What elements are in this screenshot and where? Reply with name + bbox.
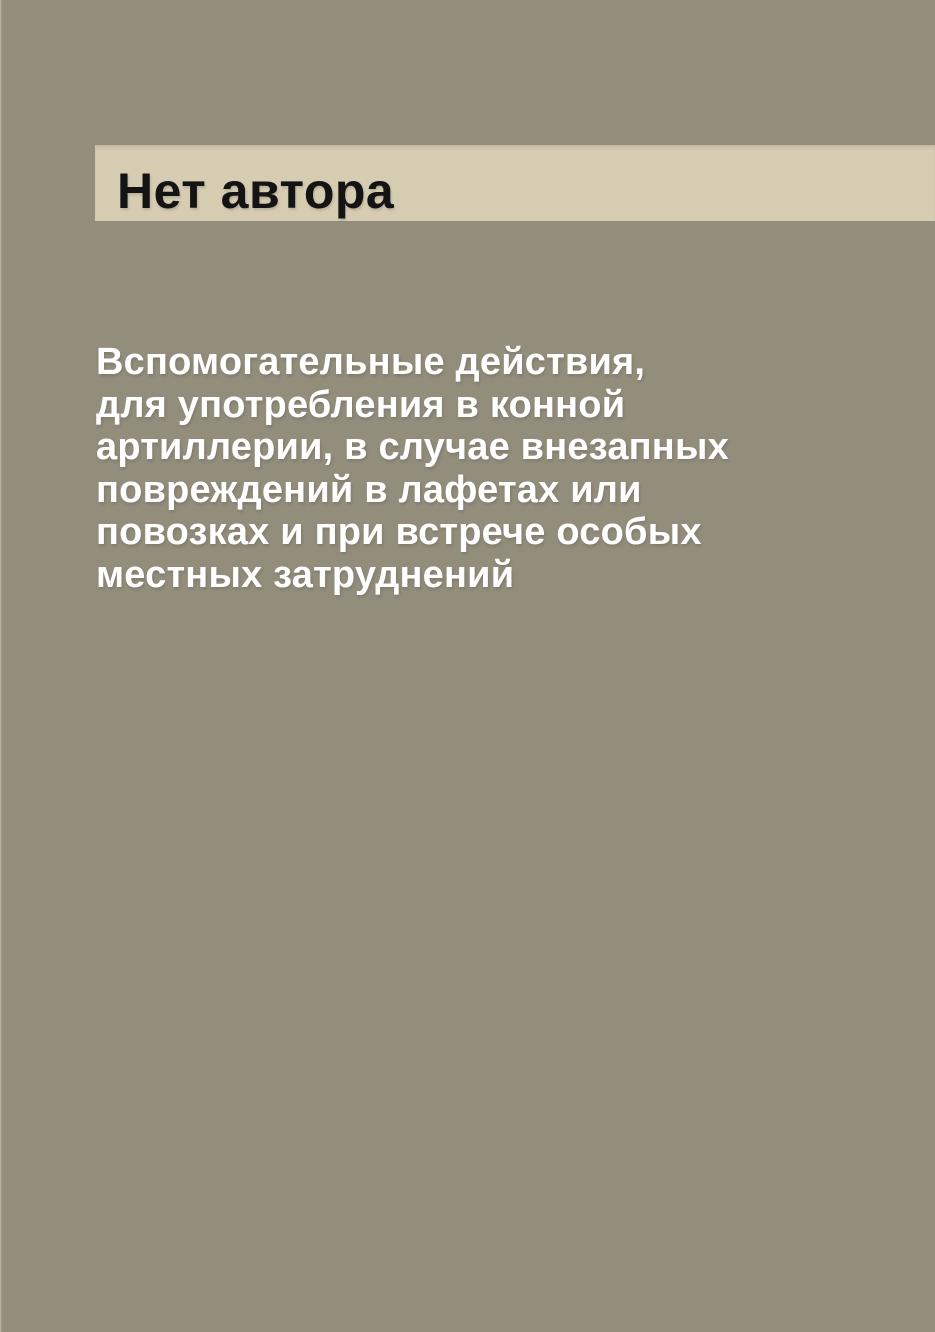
title-line: повреждений в лафетах или	[96, 468, 642, 511]
author-banner	[95, 145, 935, 221]
cover-left-edge-highlight	[0, 0, 2, 1332]
title-line: Вспомогательные действия,	[96, 341, 646, 383]
title-line: для употребления в конной	[96, 383, 626, 426]
title-line: местных затруднений	[96, 553, 515, 596]
author-name: Нет автора	[117, 163, 395, 219]
book-title	[96, 341, 895, 596]
title-line: артиллерии, в случае внезапных	[96, 426, 729, 468]
title-line: повозках и при встрече особых	[96, 511, 702, 553]
